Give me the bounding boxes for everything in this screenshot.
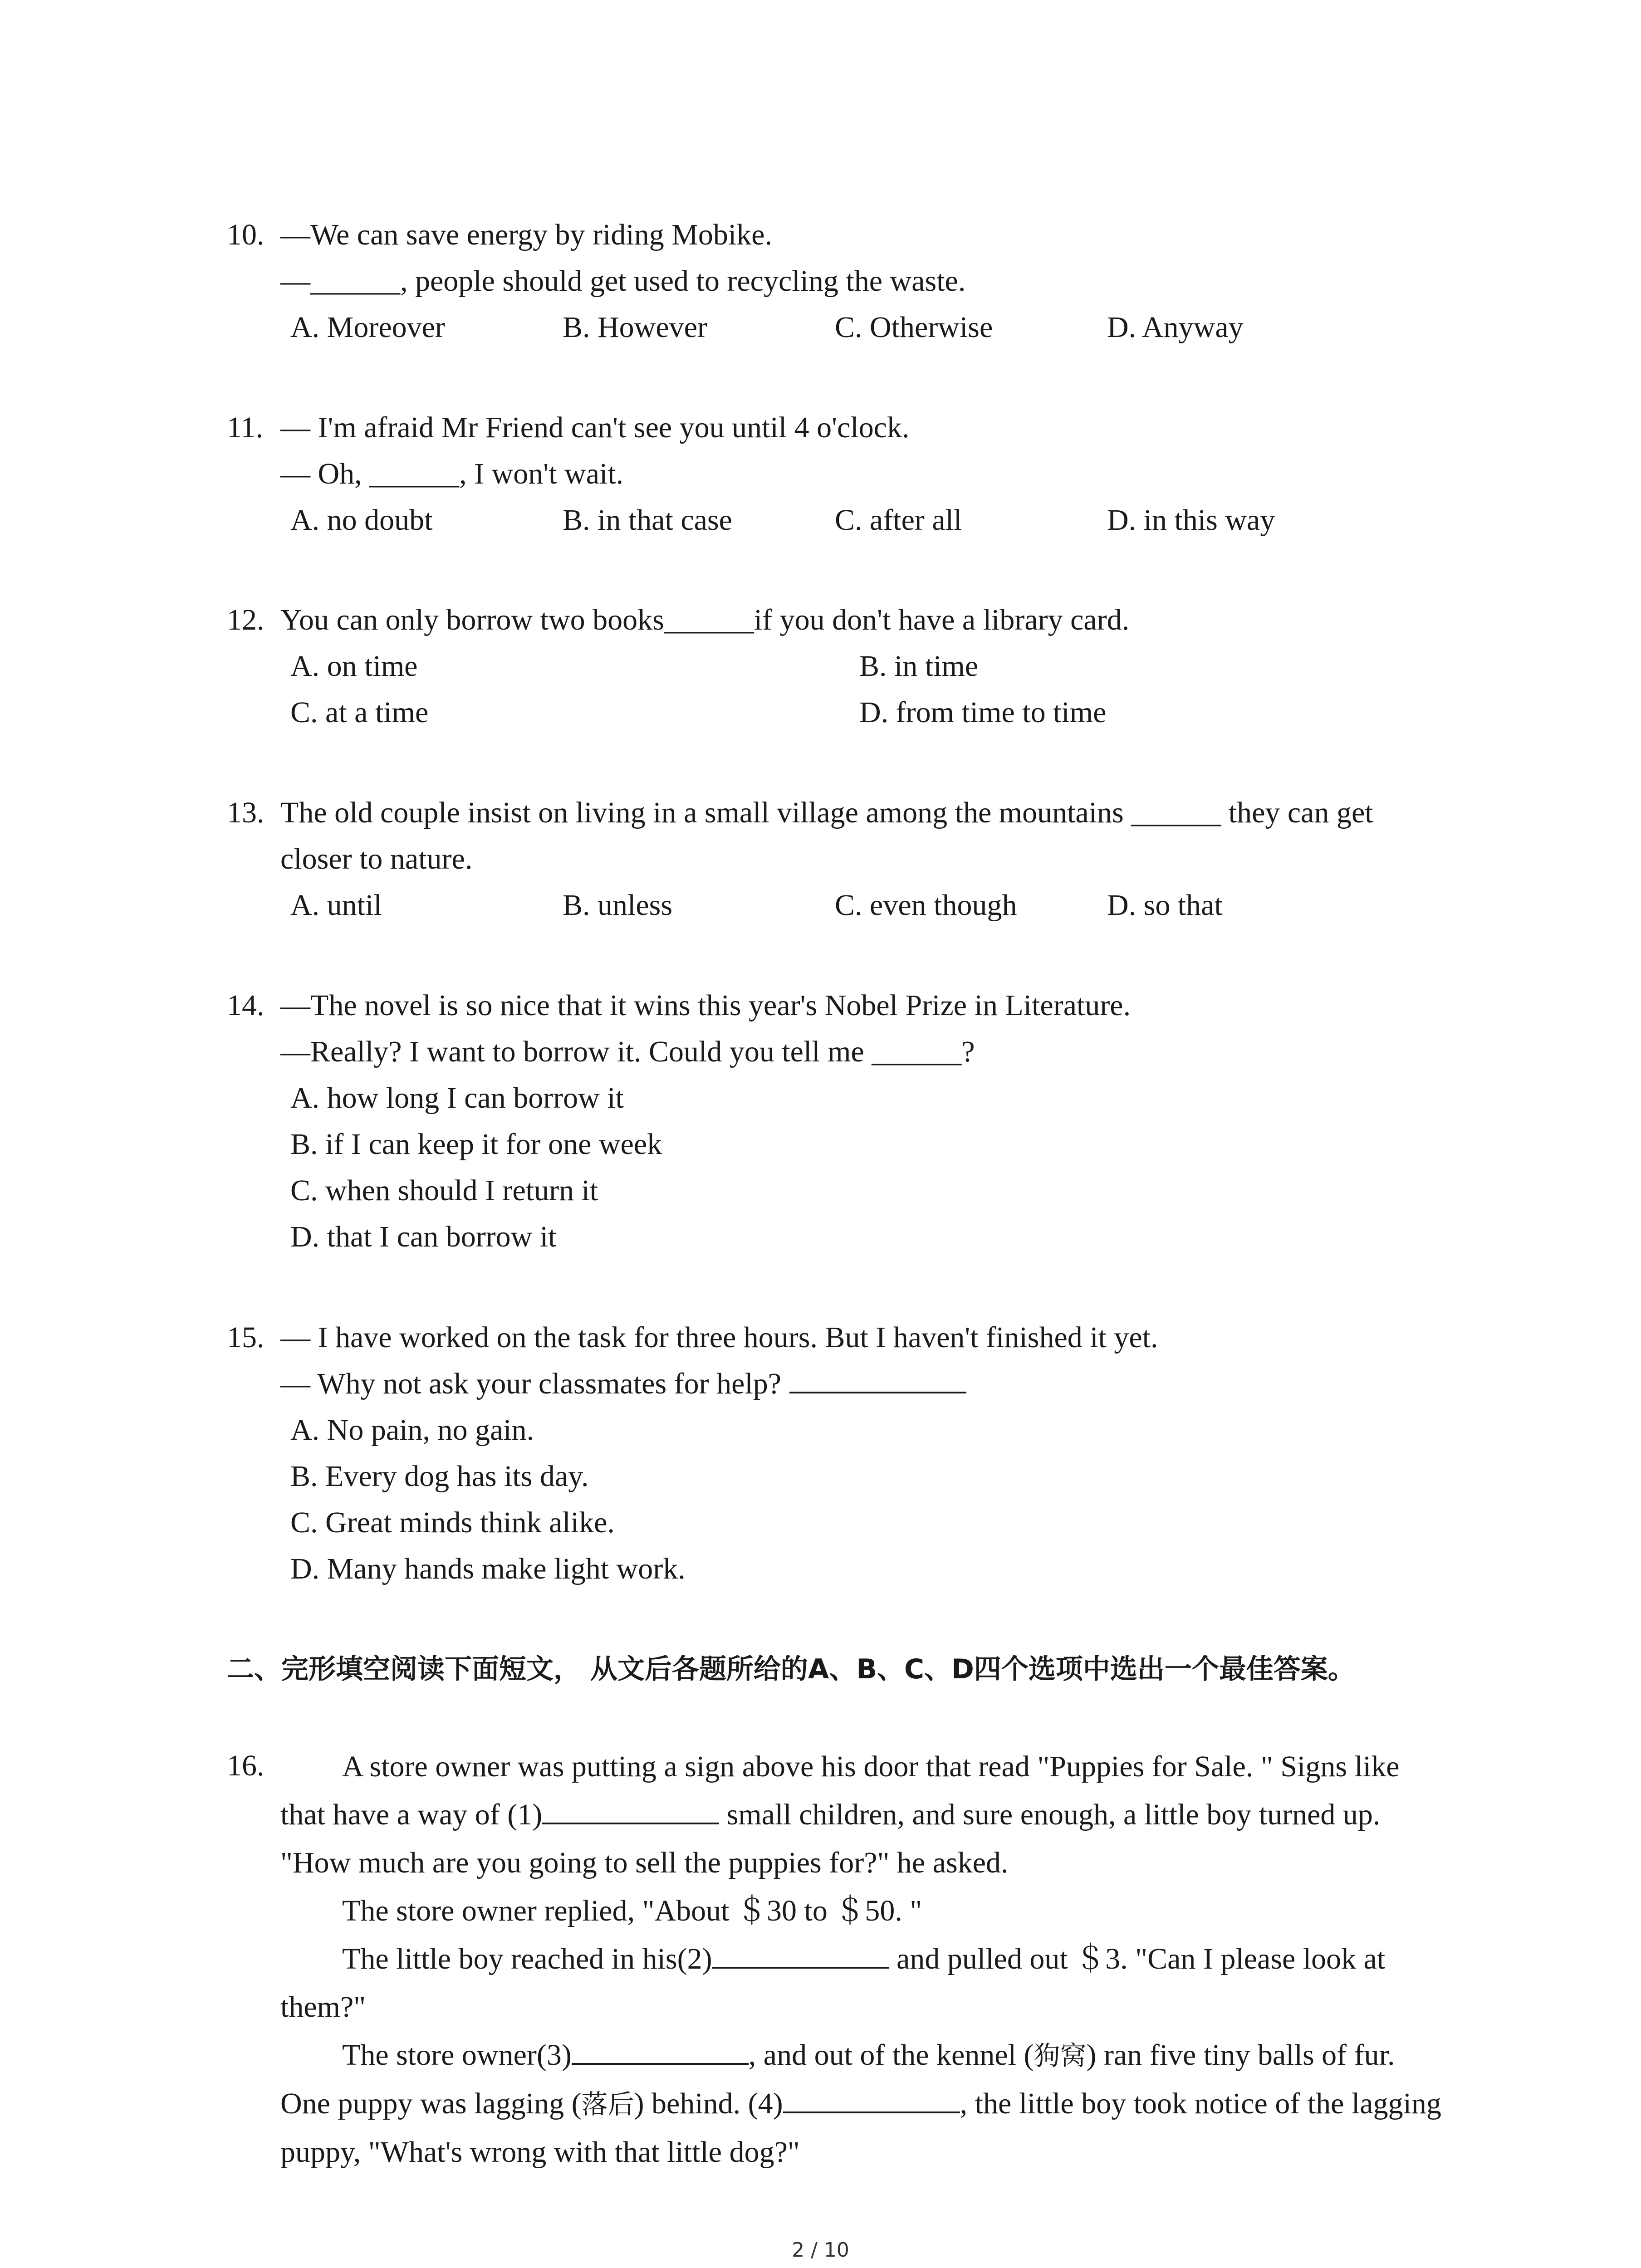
- options-row: [290, 304, 1452, 351]
- passage-paragraph: [280, 1887, 1446, 1935]
- answer-blank-2: [712, 1941, 889, 1969]
- passage-text: The little boy reached in his(2): [342, 1942, 712, 1975]
- option-c: C. even though: [835, 889, 1017, 922]
- passage-text: , and out of the kennel (: [748, 2038, 1034, 2072]
- option-c: C. Great minds think alike.: [290, 1506, 615, 1539]
- option-c: C. after all: [835, 503, 962, 537]
- question-number: 10.: [227, 218, 265, 251]
- option-b: B. However: [563, 311, 707, 344]
- passage-text: A store owner was putting a sign above his door that read "Puppies for Sale. " Signs like that have a way of (1): [280, 1750, 1400, 1831]
- question-number: 15.: [227, 1321, 265, 1354]
- question-stem: — Why not ask your classmates for help?: [280, 1367, 782, 1400]
- option-c: C. Otherwise: [835, 311, 993, 344]
- option-a: A. until: [290, 889, 382, 922]
- option-d: D. Anyway: [1107, 311, 1244, 344]
- question-number: 11.: [227, 411, 264, 444]
- question-12: [227, 597, 1452, 736]
- section-title: 二、完形填空阅读下面短文， 从文后各题所给的A、B、C、D四个选项中选出一个最佳答案。: [227, 1653, 1355, 1685]
- question-11: [227, 405, 1452, 543]
- question-14: [227, 982, 1452, 1260]
- chinese-gloss: 落后: [581, 2089, 634, 2120]
- passage-paragraph: [280, 1935, 1446, 2031]
- question-stem: — I'm afraid Mr Friend can't see you until 4 o'clock.: [280, 411, 910, 444]
- question-stem: — I have worked on the task for three hours. But I haven't finished it yet.: [280, 1321, 1158, 1354]
- question-stem: —The novel is so nice that it wins this year's Nobel Prize in Literature.: [280, 989, 1131, 1022]
- option-d: D. Many hands make light work.: [290, 1552, 686, 1585]
- option-c: C. at a time: [290, 696, 429, 729]
- options-row: [290, 643, 1452, 689]
- question-stem: closer to nature.: [280, 842, 473, 875]
- option-a: A. on time: [290, 650, 418, 683]
- passage-text: and pulled out ＄3. "Can I please look at them?": [280, 1942, 1386, 2024]
- options-row: [290, 882, 1452, 929]
- option-a: A. how long I can borrow it: [290, 1081, 624, 1114]
- option-d: D. so that: [1107, 889, 1223, 922]
- question-number: 16.: [227, 1749, 265, 1782]
- option-d: D. in this way: [1107, 503, 1275, 537]
- question-stem: —We can save energy by riding Mobike.: [280, 218, 773, 251]
- option-d: D. from time to time: [859, 696, 1107, 729]
- question-13: [227, 790, 1452, 929]
- question-stem: —Really? I want to borrow it. Could you tell me ______?: [280, 1035, 975, 1068]
- passage-text: The store owner replied, "About ＄30 to ＄50. ": [342, 1894, 922, 1927]
- option-b: B. in time: [859, 650, 979, 683]
- option-b: B. in that case: [563, 503, 732, 537]
- question-number: 14.: [227, 989, 265, 1022]
- question-number: 12.: [227, 603, 265, 636]
- option-b: B. Every dog has its day.: [290, 1460, 589, 1493]
- answer-blank-3: [572, 2037, 749, 2065]
- question-15: [227, 1315, 1452, 1592]
- option-a: A. No pain, no gain.: [290, 1413, 534, 1447]
- options-row: [290, 689, 1452, 736]
- question-16-passage: [227, 1743, 1452, 2176]
- passage-paragraph: [280, 2031, 1446, 2176]
- option-d: D. that I can borrow it: [290, 1220, 557, 1253]
- question-number: 13.: [227, 796, 265, 829]
- passage-text: small children, and sure enough, a little boy turned up. "How much are you going to sell the puppies for?" he asked.: [280, 1798, 1381, 1879]
- chinese-gloss: 狗窝: [1034, 2040, 1087, 2071]
- passage-text: , the little boy took notice of the lagging puppy, "What's wrong with that little dog?": [280, 2087, 1441, 2169]
- question-stem: The old couple insist on living in a small village among the mountains ______ they can get: [280, 796, 1373, 829]
- question-10: [227, 212, 1452, 351]
- option-b: B. unless: [563, 889, 673, 922]
- option-a: A. Moreover: [290, 311, 445, 344]
- passage-paragraph: [280, 1743, 1446, 1887]
- answer-blank-4: [783, 2085, 960, 2113]
- passage-text: ) behind. (4): [634, 2087, 783, 2120]
- question-stem: —______, people should get used to recycling the waste.: [280, 264, 966, 298]
- option-a: A. no doubt: [290, 503, 433, 537]
- option-c: C. when should I return it: [290, 1174, 598, 1207]
- passage-text: The store owner(3): [342, 2038, 572, 2072]
- question-stem: — Oh, ______, I won't wait.: [280, 457, 624, 490]
- answer-blank: [789, 1365, 966, 1393]
- option-b: B. if I can keep it for one week: [290, 1128, 662, 1161]
- passage-text: ) ran five tiny balls of fur. One puppy was lagging (: [280, 2038, 1395, 2120]
- question-stem: You can only borrow two books______if you don't have a library card.: [280, 603, 1130, 636]
- page-number: 2 / 10: [792, 2239, 849, 2262]
- answer-blank-1: [542, 1796, 719, 1824]
- options-row: [290, 497, 1452, 543]
